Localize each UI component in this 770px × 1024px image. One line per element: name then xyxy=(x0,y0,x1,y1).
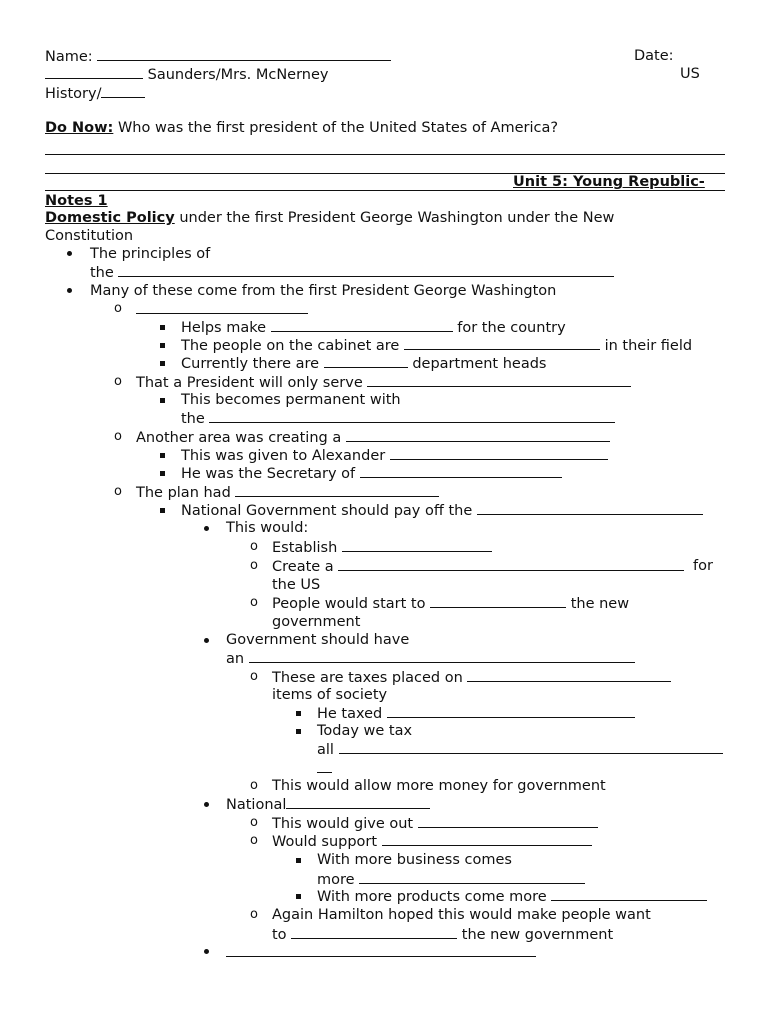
more-line: more xyxy=(317,870,585,889)
alexander-blank[interactable] xyxy=(390,446,608,460)
secretary-line: He was the Secretary of xyxy=(181,464,562,483)
principles-blank[interactable] xyxy=(118,263,614,277)
helps-blank[interactable] xyxy=(271,318,453,332)
ring-bullet: o xyxy=(250,669,258,684)
for-label: for xyxy=(693,558,713,574)
ring-bullet: o xyxy=(250,558,258,573)
permanent-b: the xyxy=(181,409,615,428)
square-bullet xyxy=(160,325,165,330)
square-bullet xyxy=(160,453,165,458)
another-line: Another area was creating a xyxy=(136,428,610,447)
all-blank-wrap xyxy=(317,759,332,778)
domestic-cont: Constitution xyxy=(45,228,134,244)
national-blank[interactable] xyxy=(286,795,430,809)
bullet-dot xyxy=(67,288,72,293)
square-bullet xyxy=(160,398,165,403)
date-label: Date: xyxy=(634,48,674,64)
bullet-dot xyxy=(204,526,209,531)
square-bullet xyxy=(160,361,165,366)
do-now: Do Now: Who was the first president of the United States of America? xyxy=(45,120,559,136)
start-line: People would start to the new xyxy=(272,596,630,612)
bullet-dot xyxy=(67,251,72,256)
square-bullet xyxy=(296,858,301,863)
square-bullet xyxy=(296,894,301,899)
establish-blank[interactable] xyxy=(342,538,492,552)
today-tax: Today we tax xyxy=(317,723,413,739)
gov-have-blank[interactable] xyxy=(249,649,635,663)
unit-title: Unit 5: Young Republic- xyxy=(513,174,705,190)
ring-bullet: o xyxy=(250,539,258,554)
establish-line: Establish xyxy=(272,538,492,557)
all-line: all xyxy=(317,740,723,759)
more-money: This would allow more money for government xyxy=(272,778,606,794)
ring-bullet: o xyxy=(250,833,258,848)
create-line: Create a xyxy=(272,557,684,576)
square-bullet xyxy=(160,343,165,348)
currently-line: Currently there are department heads xyxy=(181,356,547,372)
name-label: Name: xyxy=(45,47,391,66)
the-us: the US xyxy=(272,577,321,593)
plan-blank[interactable] xyxy=(235,483,439,497)
create-blank[interactable] xyxy=(338,557,684,571)
currently-blank[interactable] xyxy=(324,354,408,368)
secretary-blank[interactable] xyxy=(360,464,562,478)
helps-line: Helps make for the country xyxy=(181,320,566,336)
to-line: to the new government xyxy=(272,927,614,943)
all-blank[interactable] xyxy=(339,740,723,754)
support-line: Would support xyxy=(272,832,592,851)
cabinet-blank[interactable] xyxy=(136,300,308,314)
taxes-line: These are taxes placed on xyxy=(272,668,671,687)
all-blank-cont[interactable] xyxy=(317,759,332,773)
final-blank[interactable] xyxy=(226,943,536,957)
domestic-heading: Domestic Policy under the first President George Washington under the New xyxy=(45,210,615,226)
another-blank[interactable] xyxy=(346,428,610,442)
serve-line: That a President will only serve xyxy=(136,373,631,392)
support-blank[interactable] xyxy=(382,832,592,846)
final-blank-line xyxy=(226,943,536,962)
serve-blank[interactable] xyxy=(367,373,631,387)
ring-bullet: o xyxy=(114,374,122,389)
many-line: Many of these come from the first President George Washington xyxy=(90,283,557,299)
alexander-line: This was given to Alexander xyxy=(181,446,608,465)
bullet-dot xyxy=(204,802,209,807)
products-blank[interactable] xyxy=(551,887,707,901)
ring-bullet: o xyxy=(114,484,122,499)
plan-line: The plan had xyxy=(136,483,439,502)
ring-bullet: o xyxy=(250,778,258,793)
taxed-blank[interactable] xyxy=(387,704,635,718)
this-would: This would: xyxy=(226,520,309,536)
us-label: US xyxy=(680,66,700,82)
cabinet-people-blank[interactable] xyxy=(404,336,600,350)
to-blank[interactable] xyxy=(291,925,457,939)
cabinet-line: The people on the cabinet are in their field xyxy=(181,338,693,354)
principles-b: the xyxy=(90,263,614,282)
cabinet-blank-line xyxy=(136,300,308,319)
give-out-line: This would give out xyxy=(272,814,598,833)
start-blank[interactable] xyxy=(430,594,566,608)
taxes-blank[interactable] xyxy=(467,668,671,682)
national-pay-line: National Government should pay off the xyxy=(181,501,703,520)
national-line: National xyxy=(226,795,430,814)
notes-label: Notes 1 xyxy=(45,193,108,209)
bullet-dot xyxy=(204,638,209,643)
permanent-a: This becomes permanent with xyxy=(181,392,401,408)
more-blank[interactable] xyxy=(359,870,585,884)
bullet-dot xyxy=(204,949,209,954)
ring-bullet: o xyxy=(114,429,122,444)
give-out-blank[interactable] xyxy=(418,814,598,828)
square-bullet xyxy=(296,729,301,734)
square-bullet xyxy=(160,471,165,476)
products-line: With more products come more xyxy=(317,887,707,906)
permanent-blank[interactable] xyxy=(209,409,615,423)
square-bullet xyxy=(296,711,301,716)
gov-have-a: Government should have xyxy=(226,632,410,648)
more-business: With more business comes xyxy=(317,852,512,868)
principles-a: The principles of xyxy=(90,246,211,262)
history-blank[interactable] xyxy=(101,84,145,98)
teacher-blank[interactable] xyxy=(45,65,143,79)
ring-bullet: o xyxy=(250,595,258,610)
square-bullet xyxy=(160,508,165,513)
government-word: government xyxy=(272,614,361,630)
gov-have-b: an xyxy=(226,649,635,668)
ring-bullet: o xyxy=(250,815,258,830)
hamilton-line: Again Hamilton hoped this would make people want xyxy=(272,907,651,923)
national-pay-blank[interactable] xyxy=(477,501,703,515)
teacher-line: Saunders/Mrs. McNerney xyxy=(45,65,329,84)
answer-line-1[interactable] xyxy=(45,154,725,155)
ring-bullet: o xyxy=(114,301,122,316)
ring-bullet: o xyxy=(250,907,258,922)
history-line: History/ xyxy=(45,84,145,103)
items-society: items of society xyxy=(272,687,388,703)
name-blank[interactable] xyxy=(97,47,391,61)
taxed-line: He taxed xyxy=(317,704,635,723)
